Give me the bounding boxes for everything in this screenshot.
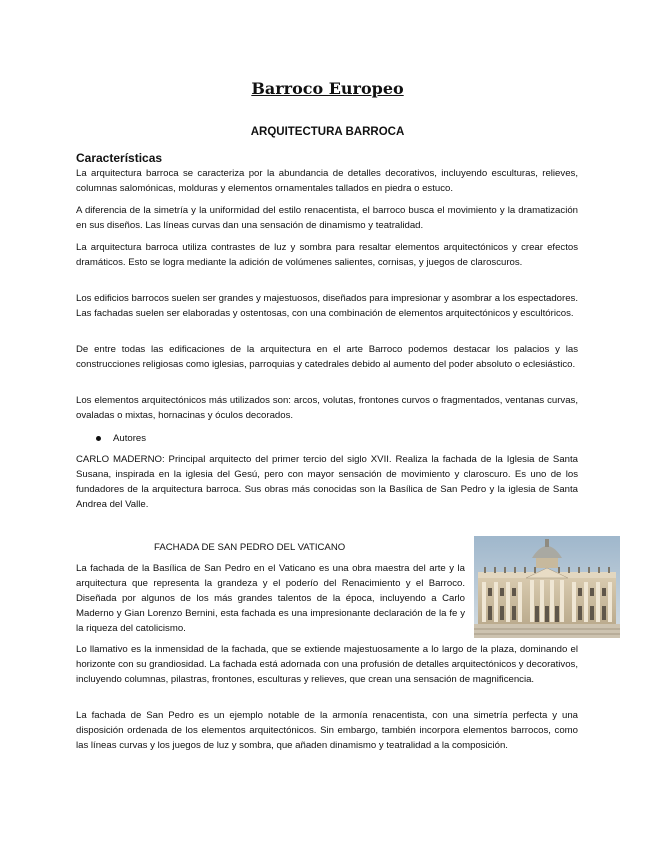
section-title: ARQUITECTURA BARROCA bbox=[250, 126, 405, 138]
bullet-label: Autores bbox=[113, 433, 147, 444]
facade-paragraph-1: La fachada de la Basílica de San Pedro en el Vaticano es una obra maestra del arte y la arquitectura que representa la grandeza y el poderío del Renacimiento y el Barroco. Diseñada por algunos de los más grandes talentos de la época, incluyendo a Carlo Maderno y Gian Lorenzo Bernini, esta fachada es una impresionante declaración de la fe y la riqueza del catolicismo. bbox=[76, 563, 465, 634]
facade-paragraph-3: La fachada de San Pedro es un ejemplo notable de la armonía renacentista, con una simetría perfecta y una disposición ordenada de los elementos arquitectónicos. Sin embargo, también incorpora elementos barrocos, como las líneas curvas y los juegos de luz y sombra, que añaden dinamismo y teatralidad a la composición. bbox=[76, 710, 578, 751]
author-paragraph: CARLO MADERNO: Principal arquitecto del primer tercio del siglo XVII. Realiza la fachada de la Iglesia de Santa Susana, inspirada en la iglesia del Gesú, pero con mayor sensación de movimiento y claroscuro. Es uno de los fundadores de la arquitectura barroca. Sus obras más conocidas son la Basílica de San Pedro y la iglesia de Santa Andrea del Valle. bbox=[76, 454, 578, 510]
characteristics-heading: Características bbox=[76, 151, 163, 165]
bullet-list-item bbox=[96, 431, 146, 446]
st-peters-basilica-photo bbox=[474, 536, 620, 638]
bullet-dot-icon bbox=[96, 436, 101, 441]
facade-paragraph-2: Lo llamativo es la inmensidad de la fachada, que se extiende majestuosamente a lo largo de la plaza, dominando el horizonte con su grandiosidad. La fachada está adornada con una profusión de detalles arquitectónicos y decorativos, incluyendo columnas, pilastras, frontones, esculturas y relieves, que crean una sensación de magnificencia. bbox=[76, 644, 578, 685]
paragraph-5: De entre todas las edificaciones de la arquitectura en el arte Barroco podemos destacar los palacios y las construcciones religiosas como iglesias, parroquias y catedrales debido al aumento del poder absoluto o eclesiástico. bbox=[76, 344, 578, 370]
paragraph-6: Los elementos arquitectónicos más utilizados son: arcos, volutas, frontones curvos o fragmentados, ventanas curvas, ovaladas o mixtas, hornacinas y óculos decorados. bbox=[76, 395, 578, 421]
paragraph-4: Los edificios barrocos suelen ser grandes y majestuosos, diseñados para impresionar y asombrar a los espectadores. Las fachadas suelen ser elaboradas y ostentosas, con una combinación de elementos arquitectónicos y escultóricos. bbox=[76, 293, 578, 319]
document-title: Barroco Europeo bbox=[251, 79, 404, 98]
basilica-illustration bbox=[474, 536, 620, 638]
paragraph-2: A diferencia de la simetría y la uniformidad del estilo renacentista, el barroco busca el movimiento y la dramatización en sus diseños. Las líneas curvas dan una sensación de dinamismo y teatralidad. bbox=[76, 205, 578, 231]
paragraph-3: La arquitectura barroca utiliza contrastes de luz y sombra para resaltar elementos arquitectónicos y crear efectos dramáticos. Esto se logra mediante la adición de volúmenes salientes, cornisas, y juegos de claroscuros. bbox=[76, 242, 578, 268]
paragraph-1: La arquitectura barroca se caracteriza por la abundancia de detalles decorativos, incluyendo esculturas, relieves, columnas salomónicas, molduras y elementos ornamentales tallados en piedra o estuco. bbox=[76, 168, 578, 194]
figure-caption: FACHADA DE SAN PEDRO DEL VATICANO bbox=[154, 542, 346, 553]
